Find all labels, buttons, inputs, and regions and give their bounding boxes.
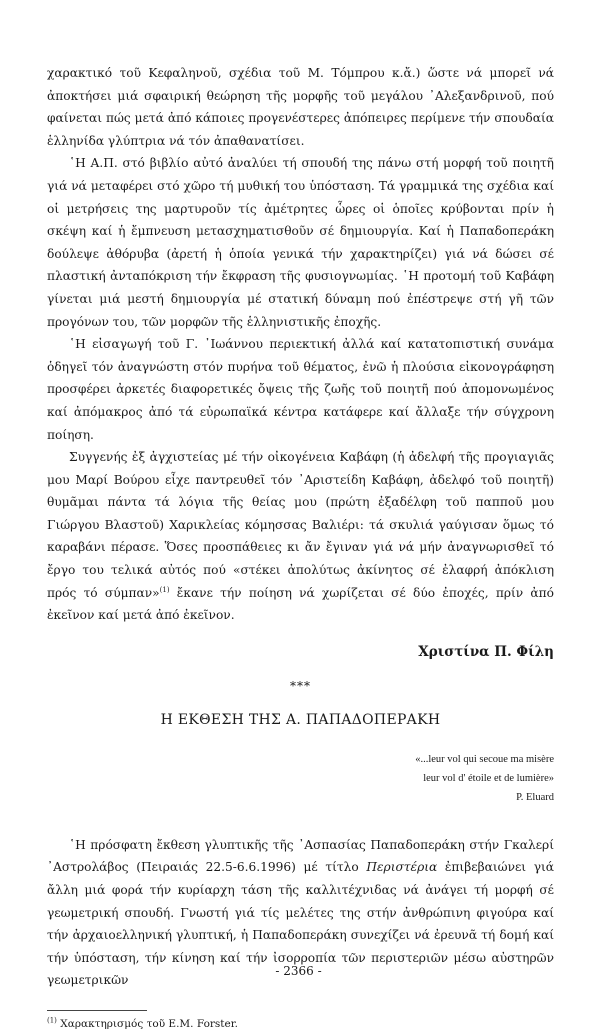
footnote-marker: (1) xyxy=(47,1016,57,1025)
footnote-reference: (1) xyxy=(159,585,170,594)
paragraph-2: ῾Η Α.Π. στό βιβλίο αὐτό ἀναλύει τή σπουδή της πάνω στή μορφή τοῦ ποιητῆ γιά νά μεταφέρει στό χῶρο τή μυθική του ὑπόσταση. Τά γραμμικά της σχέδια καί οἱ μετρήσεις της μαρτυροῦν τίς ἀμέτρητες ὧρες οἱ ὁποῖες κρύβονται πρίν ἡ σκέψη καί ἡ ἔμπνευση μετασχηματισθοῦν σέ δημιουργία. Καί ἡ Παπαδοπεράκη δούλεψε ἀθόρυβα (ἀρετή ἡ ὁποία γενικά τήν χαρακτηρίζει) γιά νά δώσει σέ πλαστική ἀνταπόκριση τήν ἔκφραση τῆς φυσιογνωμίας. ῾Η προτομή τοῦ Καβάφη γίνεται μιά μεστή δημιουργία μέ στατική δύναμη πού ἐπέστρεψε στή γῆ τῶν προγόνων του, τῶν μορφῶν τῆς ἑλληνιστικῆς ἐποχῆς. xyxy=(47,156,554,329)
epigraph-line: «...leur vol qui secoue ma misère xyxy=(415,753,554,765)
page-number: - 2366 - xyxy=(275,964,322,978)
paragraph-1: χαρακτικό τοῦ Κεφαληνοῦ, σχέδια τοῦ Μ. Τόμπρου κ.ἄ.) ὥστε νά μπορεῖ νά ἀποκτήσει μιά σφαιρική θεώρηση τῆς μορφῆς τοῦ μεγάλου ᾿Αλεξανδρινοῦ, πού φαίνεται πώς μετά ἀπό κάποιες προγενέστερες ἀπόπειρες περίμενε τήν σπουδαία ἑλληνίδα γλύπτρια νά τόν ἀπαθανατίσει. xyxy=(47,66,554,148)
epigraph-author: P. Eluard xyxy=(516,791,554,803)
epigraph xyxy=(47,750,554,807)
section-heading: Η ΕΚΘΕΣΗ ΤΗΣ Α. ΠΑΠΑΔΟΠΕΡΑΚΗ xyxy=(160,711,441,728)
footnote-divider xyxy=(47,1010,147,1011)
paragraph-4-tail: ἔκανε τήν ποίηση νά χωρίζεται σέ δύο ἐποχές, πρίν ἀπό ἐκεῖνον καί μετά ἀπό ἐκεῖνον. xyxy=(47,585,555,623)
section-2-text-continued: ἐπιβεβαιώνει γιά ἄλλη μιά φορά τήν κυρίαρχη τάση τῆς καλλιτέχνιδας νά ἀνάγει τή μορφή σέ γεωμετρική σπουδή. Γνωστή γιά τίς μελέτες της στήν ἀνθρώπινη φιγούρα καί τήν ἀρχαιοελληνική γλυπτική, ἡ Παπαδοπεράκη συνεχίζει νά ἐρευνᾶ τή δομή καί τήν ὑπόσταση, τήν κίνηση καί τήν ἰσορροπία τῶν περιστεριῶν μέσω αὐστηρῶν γεωμετρικῶν xyxy=(47,860,554,988)
exhibition-title: Περιστέρια xyxy=(366,860,438,875)
paragraph-3: ῾Η εἰσαγωγή τοῦ Γ. ᾿Ιωάννου περιεκτική ἀλλά καί κατατοπιστική συνάμα ὁδηγεῖ τόν ἀναγνώστη στόν πυρήνα τοῦ θέματος, ἐνῶ ἡ πλούσια εἰκονογράφηση προσφέρει ἀρκετές διαφορετικές ὄψεις τῆς ζωῆς τοῦ ποιητῆ πού ἀπομονωμένος καί ἀπόμακρος ἀπό τά εὐρωπαϊκά κέντρα κατάφερε καί ἄλλαξε τήν σύγχρονη ποίηση. xyxy=(47,337,554,442)
paragraph-4 xyxy=(47,446,554,627)
page-body xyxy=(47,62,554,1031)
paragraph-4-text: Συγγενής ἐξ ἀγχιστείας μέ τήν οἰκογένεια Καβάφη (ἡ ἀδελφή τῆς προγιαγιᾶς μου Μαρί Βούρου εἶχε παντρευθεῖ τόν ᾿Αριστείδη Καβάφη, ἀδελφό τοῦ ποιητῆ) θυμᾶμαι πάντα τά λόγια τῆς θείας μου (πρώτη ἐξαδέλφη τοῦ παπποῦ μου Γιώργου Βλαστοῦ) Χαρικλείας κόμησσας Βαλιέρι: τά σκυλιά γαύγισαν ὅμως τό καραβάνι πέρασε. Ὅσες προσπάθειες κι ἄν ἔγιναν γιά νά μήν ἀναγνωρισθεῖ τό ἔργο του τελικά αὐτός πού «στέκει ἀπολύτως ἀκίνητος σέ ἐλαφρή ἀπόκλιση πρός τό σύμπαν» xyxy=(47,450,554,600)
section-separator: *** xyxy=(290,678,311,693)
epigraph-line: leur vol d' étoile et de lumière» xyxy=(423,772,554,784)
author-signature: Χριστίνα Π. Φίλη xyxy=(418,643,554,660)
footnote xyxy=(47,1017,554,1031)
footnote-text: Χαρακτηρισμός τοῦ E.M. Forster. xyxy=(56,1018,238,1030)
section-2-text: ῾Η πρόσφατη ἔκθεση γλυπτικῆς τῆς ᾿Ασπασίας Παπαδοπεράκη στήν Γκαλερί ᾿Αστρολάβος (Πειραιάς 22.5-6.6.1996) μέ τίτλο xyxy=(47,837,554,875)
